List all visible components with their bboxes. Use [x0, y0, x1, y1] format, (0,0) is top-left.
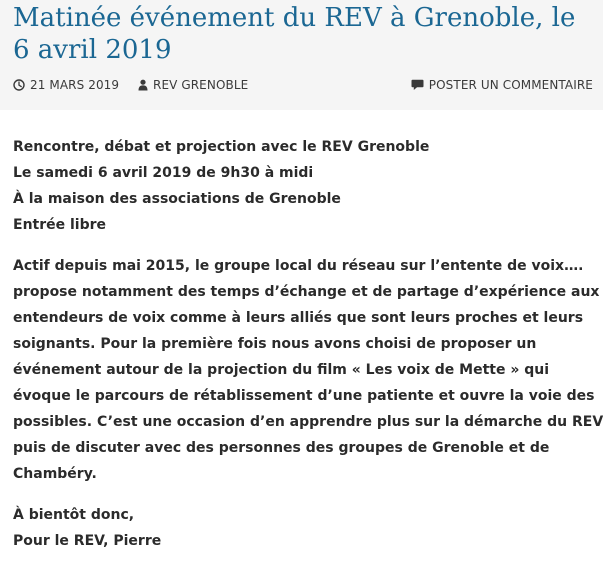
- body-paragraph: [13, 253, 603, 487]
- comment-link-wrapper[interactable]: [411, 77, 593, 93]
- intro-line: Entrée libre: [13, 217, 107, 233]
- entry-content: [13, 134, 603, 567]
- comment-icon: [411, 79, 424, 91]
- body-line: puis de discuter avec des personnes des groupes de Grenoble et de: [13, 440, 550, 456]
- body-line: événement autour de la projection du film « Les voix de Mette » qui: [13, 362, 550, 378]
- body-line: soignants. Pour la première fois nous avons choisi de proposer un: [13, 336, 537, 352]
- clock-icon: [13, 79, 25, 91]
- intro-paragraph: [13, 134, 598, 238]
- body-line: propose notamment des temps d’échange et de partage d’expérience aux: [13, 284, 600, 300]
- body-line: possibles. C’est une occasion d’en apprendre plus sur la démarche du REV: [13, 414, 603, 430]
- entry-date-text[interactable]: 21 MARS 2019: [30, 78, 120, 92]
- user-icon: [138, 79, 148, 91]
- closing-paragraph: [13, 502, 598, 554]
- closing-line: À bientôt donc,: [13, 507, 135, 523]
- entry-author[interactable]: [138, 77, 248, 93]
- author-link[interactable]: REV GRENOBLE: [153, 78, 249, 92]
- entry-meta: [13, 77, 593, 93]
- body-line: Chambéry.: [13, 466, 97, 482]
- body-line: Actif depuis mai 2015, le groupe local du réseau sur l’entente de voix….: [13, 258, 584, 274]
- intro-line: À la maison des associations de Grenoble: [13, 191, 341, 207]
- signature-line: Pour le REV, Pierre: [13, 533, 162, 549]
- body-line: entendeurs de voix comme à leurs alliés que sont leurs proches et leurs: [13, 310, 584, 326]
- entry-date[interactable]: [13, 77, 119, 93]
- post-comment-link[interactable]: POSTER UN COMMENTAIRE: [428, 78, 593, 92]
- intro-line: Le samedi 6 avril 2019 de 9h30 à midi: [13, 165, 314, 181]
- body-line: évoque le parcours de rétablissement d’une patiente et ouvre la voie des: [13, 388, 595, 404]
- post-title[interactable]: Matinée événement du REV à Grenoble, le 6 avril 2019: [13, 3, 576, 65]
- intro-line: Rencontre, débat et projection avec le REV Grenoble: [13, 139, 430, 155]
